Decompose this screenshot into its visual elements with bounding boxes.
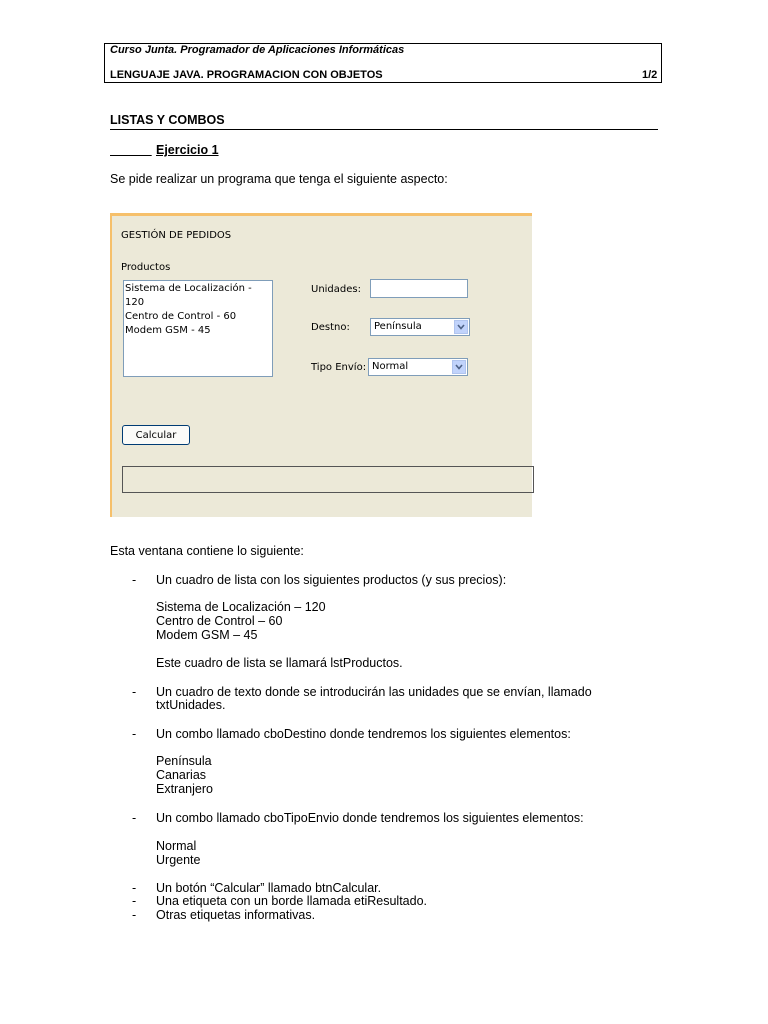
chevron-down-icon[interactable] (452, 360, 466, 374)
section-title: LISTAS Y COMBOS (110, 113, 225, 127)
bullet-dash: - (132, 727, 137, 741)
units-input[interactable] (370, 279, 468, 298)
result-label (122, 466, 534, 493)
contains-text: Esta ventana contiene lo siguiente: (110, 544, 304, 558)
list-item[interactable]: Modem GSM - 45 (125, 325, 211, 336)
language-title: LENGUAJE JAVA. PROGRAMACION CON OBJETOS (110, 69, 383, 81)
destination-value: Península (374, 321, 422, 332)
item-label: Una etiqueta con un borde llamada etiResultado. (156, 894, 428, 908)
intro-text: Se pide realizar un programa que tenga el siguiente aspecto: (110, 172, 448, 186)
item-list-box: Un cuadro de lista con los siguientes productos (y sus precios): (156, 573, 507, 587)
bullet-dash: - (132, 881, 137, 895)
products-label: Productos (121, 262, 171, 273)
section-divider (110, 129, 658, 130)
item-other-labels: Otras etiquetas informativas. (156, 908, 316, 922)
product-line: Modem GSM – 45 (156, 628, 258, 642)
item-textbox: Un cuadro de texto donde se introducirán las unidades que se envían, llamado (156, 685, 592, 699)
chevron-down-icon[interactable] (454, 320, 468, 334)
bullet-dash: - (132, 685, 137, 699)
shipping-label: Tipo Envío: (311, 362, 367, 373)
shipping-combo[interactable] (368, 358, 468, 376)
shipping-line: Urgente (156, 853, 201, 867)
product-line: Sistema de Localización – 120 (156, 600, 326, 614)
shipping-line: Normal (156, 839, 197, 853)
course-title: Curso Junta. Programador de Aplicaciones Informáticas (110, 44, 405, 56)
destination-line: Península (156, 754, 212, 768)
app-window (110, 213, 532, 517)
bullet-dash: - (132, 894, 137, 908)
exercise-title: Ejercicio 1 (156, 143, 219, 157)
page-number: 1/2 (642, 69, 658, 81)
calculate-button[interactable]: Calcular (122, 425, 190, 445)
destination-line: Extranjero (156, 782, 213, 796)
bullet-dash: - (132, 908, 137, 922)
shipping-value: Normal (372, 361, 409, 372)
products-list[interactable] (123, 280, 273, 377)
destination-combo[interactable] (370, 318, 470, 336)
exercise-title-underline-lead (110, 143, 156, 157)
item-shipping-combo: Un combo llamado cboTipoEnvio donde tendremos los siguientes elementos: (156, 811, 584, 825)
destination-label: Destno: (311, 322, 350, 333)
item-destination-combo: Un combo llamado cboDestino donde tendremos los siguientes elementos: (156, 727, 571, 741)
bullet-dash: - (132, 573, 137, 587)
item-textbox-cont: txtUnidades. (156, 698, 226, 712)
item-button: Un botón “Calcular” llamado btnCalcular. (156, 881, 382, 895)
bullet-dash: - (132, 811, 137, 825)
list-item[interactable]: Centro de Control - 60 (125, 311, 237, 322)
list-item[interactable]: Sistema de Localización - 120 (125, 283, 252, 308)
list-name-text: Este cuadro de lista se llamará lstProductos. (156, 656, 403, 670)
product-line: Centro de Control – 60 (156, 614, 283, 628)
destination-line: Canarias (156, 768, 207, 782)
app-title: GESTIÓN DE PEDIDOS (121, 230, 232, 241)
units-label: Unidades: (311, 284, 361, 295)
